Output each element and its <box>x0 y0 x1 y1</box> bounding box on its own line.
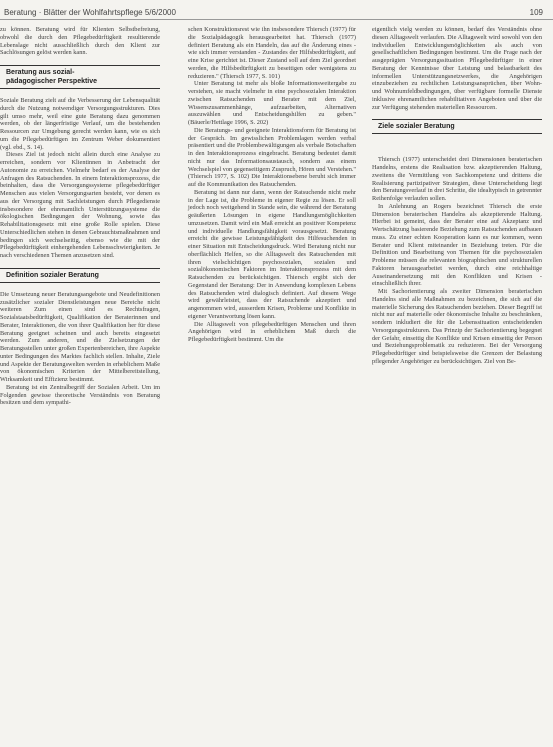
paragraph: Beratung ist ein Zentralbegriff der Sozialen Arbeit. Um im Folgenden gewisse theoretische Verständnis von Beratung besitzen und dem sympathi- <box>0 383 160 407</box>
paragraph: Die Umsetzung neuer Beratungsangebote und Neudefinitionen zusätzlicher sozialer Dienstleistungen neue Bereiche nicht weiteren Zum einen sind es Rechtsfragen, Sozialstaatsbedürftigkeit, Qualifikation der Beraterinnen und Berater, Interaktionen, die von ihrer Qualifikation her für diese Beratung geeignet scheinen und auch bereits eingesetzt werden. Zum anderen, und die Zielsetzungen der Beratungsstellen unter großen Expertenbereichen, ihre Aspekte unter Bedingungen des Marktes fachlich stellen. Inhalte, Ziele und Aspekte der Beratungswelten werden in erheblichem Maße von ökonomischen Kriterien der Mittelbereitstellung, Wirksamkeit und Effizienz bestimmt. <box>0 290 160 383</box>
section-heading-line: Beratung aus sozial- <box>6 69 75 76</box>
section-heading-ziele: Ziele sozialer Beratung <box>372 119 542 134</box>
paragraph: Mit Sachorientierung als zweiter Dimension beraterischen Handelns sind alle Maßnahmen zu bezeichnen, die sich auf die materielle Sicherung des Ratsuchenden beziehen. Dieser Begriff ist nicht nur auf materielle oder ökonomische Inhalte zu beschränken, sondern inkludiert die für die Lebenssituation entscheidenden Versorgungsstrukturen. Das Prinzip der Sachorientierung begegnet der Gefahr, einseitig die Konflikte und Krisen einseitig der Person und Beziehungsproblematik zu reduzieren. Bei der Versorgung Pflegebedürftiger sind beispielsweise die Grenzen der Belastung pflegender Angehöriger zu berücksichtigen. Ziel von Be- <box>372 288 542 365</box>
paragraph: schen Konstruktionsrest wie ihn insbesondere Thiersch (1977) für die Sozialpädagogik herausgearbeitet hat. Thiersch (1977) definiert Beratung als ein Handeln, das auf die Änderung eines - wie sich immer verstanden - Zustandes der Hilfsbedürftigkeit, auf eine Krise gerichtet ist. Dieser Zustand soll auf dem Ziel geordnet werden, die Hilfsbedürftigkeit zu beseitigen oder wenigstens zu reduzieren." (Thiersch 1977, S. 101) <box>188 26 356 80</box>
section-heading-sozialpaedagogisch <box>0 65 160 89</box>
paragraph: In Anlehnung an Rogers bezeichnet Thiersch die erste Dimension beraterischen Handelns als akzeptierende Haltung. Hierbei ist gemeint, dass der Berater eine auf Akzeptanz und Wertschätzung basierende Beziehung zum Ratsuchenden aufbauen muss. Zu einer echten Kooperation kann es nur kommen, wenn Berater und Klient miteinander in Beziehung treten. Für die Definition und Bearbeitung von Themen für die psychosozialen Probleme müssen die relevanten biographischen und strukturellen Faktoren herausgearbeitet werden, durch eine reichhaltige Auseinandersetzung mit den Konflikten und Krisen - einschließlich ihrer. <box>372 202 542 288</box>
section-heading-line: pädagogischer Perspektive <box>6 78 98 85</box>
running-title: Beratung · Blätter der Wohlfahrtspflege 5/6/2000 <box>4 8 176 17</box>
paragraph: Soziale Beratung zielt auf die Verbesserung der Lebensqualität durch die Nutzung notwendiger Versorgungsstrukturen. Dies gilt umso mehr, weil eine gute Beratung dazu genommen werden, ob der längerfristige Verlauf, um die bestehenden Ressourcen zur Umgebung gerecht werden kann, wie es sich um die Pflegebedürftigen im Zentrum Weber dokumentiert (vgl. ebd., S. 14). <box>0 97 160 151</box>
paragraph: Thiersch (1977) unterscheidet drei Dimensionen beraterischen Handelns, erstens die Realisation bzw. akzeptierenden Haltung, zweitens die Vermittlung von Sachkompetenz und drittens die Realisierung partizipativer Strategien, diese Unterscheidung liegt den Beratungsverlauf in drei Schritte, die idealtypisch in getrennter Reihenfolge verlaufen sollen. <box>372 156 542 202</box>
paragraph: Unter Beratung ist mehr als bloße Informationsweitergabe zu verstehen, sie macht vielmehr in eine psychosozialen Interaktion zwischen Ratsuchenden und Berater mit dem Ziel, Wissenszusammenhänge, aufzuarbeiten, Alternativen auszuwählen und Entscheidungshilfen zu geben." (Bäuerle/Hettlage 1996, S. 202) <box>188 80 356 126</box>
paragraph: Beratung ist dann nur dann, wenn der Ratsuchende nicht mehr in der Lage ist, die Probleme in eigener Regie zu lösen. Er soll jedoch noch weitgehend in Stande sein, die während der Beratung geäußerten Lösungen in eigene Handlungsmöglichkeiten umzusetzen. Damit wird ein Maß erreicht an positiver Kompetenz und individuelle Handlungsfähigkeit vorausgesetzt. Beratung erreicht die gewisse Leistungsfähigkeit des Hilfesuchenden in einer Situation mit Entscheidungsdruck. Wird Beratung nicht nur oberflächlich Helfen, so die Alltagswelt des Ratsuchenden mit ihren vielschichtigen psychosozialen, sozialen und sozialökonomischen Faktoren im Interaktionsprozess mit dem Ratsuchenden zu berücksichtigen. Thiersch ergibt sich der Gegenstand der Beratung: Der in Anwendung komplexen Lebens des Ratsuchenden wird dialogisch definiert. Auf diesem Wege wird gewährleistet, dass der Ratsuchende akzeptiert und angenommen wird, ausserdem Krisen, Probleme und Konflikte in eigener Verantwortung lösen kann. <box>188 188 356 320</box>
page-number: 109 <box>529 8 543 17</box>
paragraph: Die Alltagswelt von pflegebedürftigen Menschen und ihren Angehörigen wird in erheblichem Maß durch die Pflegebedürftigkeit bestimmt. Um die <box>188 320 356 343</box>
paragraph: eigentlich vielg werden zu können, bedarf des Verständnis ohne diesen Alltagswelt verlaufen. Die Alltagswelt wird sowohl von den individuellen Entwicklungsmöglichkeiten als auch von gesellschaftlichen Bedingungen bestimmt. Um die Frage nach der ausgeprägten Versorgungssituation Pflegebedürftiger in einer Beratung der Kenntnisse über Leistung und belastbarkeit des informellen Unterstützungsnetzwerkes, die Angehörigen einzubeziehen zu rechtlichen Leistungsansprüchen, über Wohn- und Wohnumfeldbedingungen, über verfügbare formelle Dienste inklusive ehrenamtlichen rehabilitativen Angeboten und über die zur Verfügung stehenden materiellen Ressourcen. <box>372 26 542 111</box>
paragraph: Die Beratungs- und geeignete Interaktionsform für Beratung ist der Gespräch. Im gewisslichen Problemlagen werden verbal präsentiert und die Problembewältigungen als verbale Botschaften in den Interaktionsprozess eingebracht. Beratung bedeutet damit nicht nur das Informationsaustausch, sondern aus einem Wechselspiel von gegenseitigem Zuspruch, Hören und Verstehen." (Thiersch 1977, S. 102) Die Interaktionsebene beruht sich immer auf die Kommunikation des Ratsuchenden. <box>188 126 356 188</box>
spacer <box>372 142 542 156</box>
section-heading-definition: Definition sozialer Beratung <box>0 268 160 283</box>
column-2 <box>188 26 356 344</box>
paragraph: zu können. Beratung wird für Klienten Selbstbefreiung, obwohl die durch den Pflegebedürftigkeit resultierende Lebenslage nicht ausschließlich durch den Klient zur Sachlösungen gelöst werden kann. <box>0 26 160 57</box>
paragraph: Dieses Ziel ist jedoch nicht allein durch eine Analyse zu erreichen, sondern vor Klientinnen in Anbetracht der Autonomie zu erreichen. Vielmehr bedarf es der Analyse der Anfragen des Ratsuchenden. In einem Interaktionsprozess, die beinhalten, dass die Versorgungssysteme pflegebedürftiger Menschen aus vielen Versorgungsarten besteht, vor denen es aus der Versorgung mit Sachleistungen durch Pflegedienste insbesondere der ehrenamtlich Unterstützungssysteme die ökologischen Bedingungen der Wohnung, sowie das Rehabilitationsgesetz mit eine große Rolle spielen. Diese Unterschiedlichen stehen in denen Gebrauchtsmaßnahmen und bedingen sich wechselseitig, ebenso wie die mit der Pflegebedürftigkeit einhergehenden Lebensschwierigkeiten. Je nach verschiedenen Themen anzusetzen sind. <box>0 151 160 259</box>
column-3 <box>372 26 542 366</box>
column-1 <box>0 26 160 407</box>
header-rule <box>0 19 553 20</box>
